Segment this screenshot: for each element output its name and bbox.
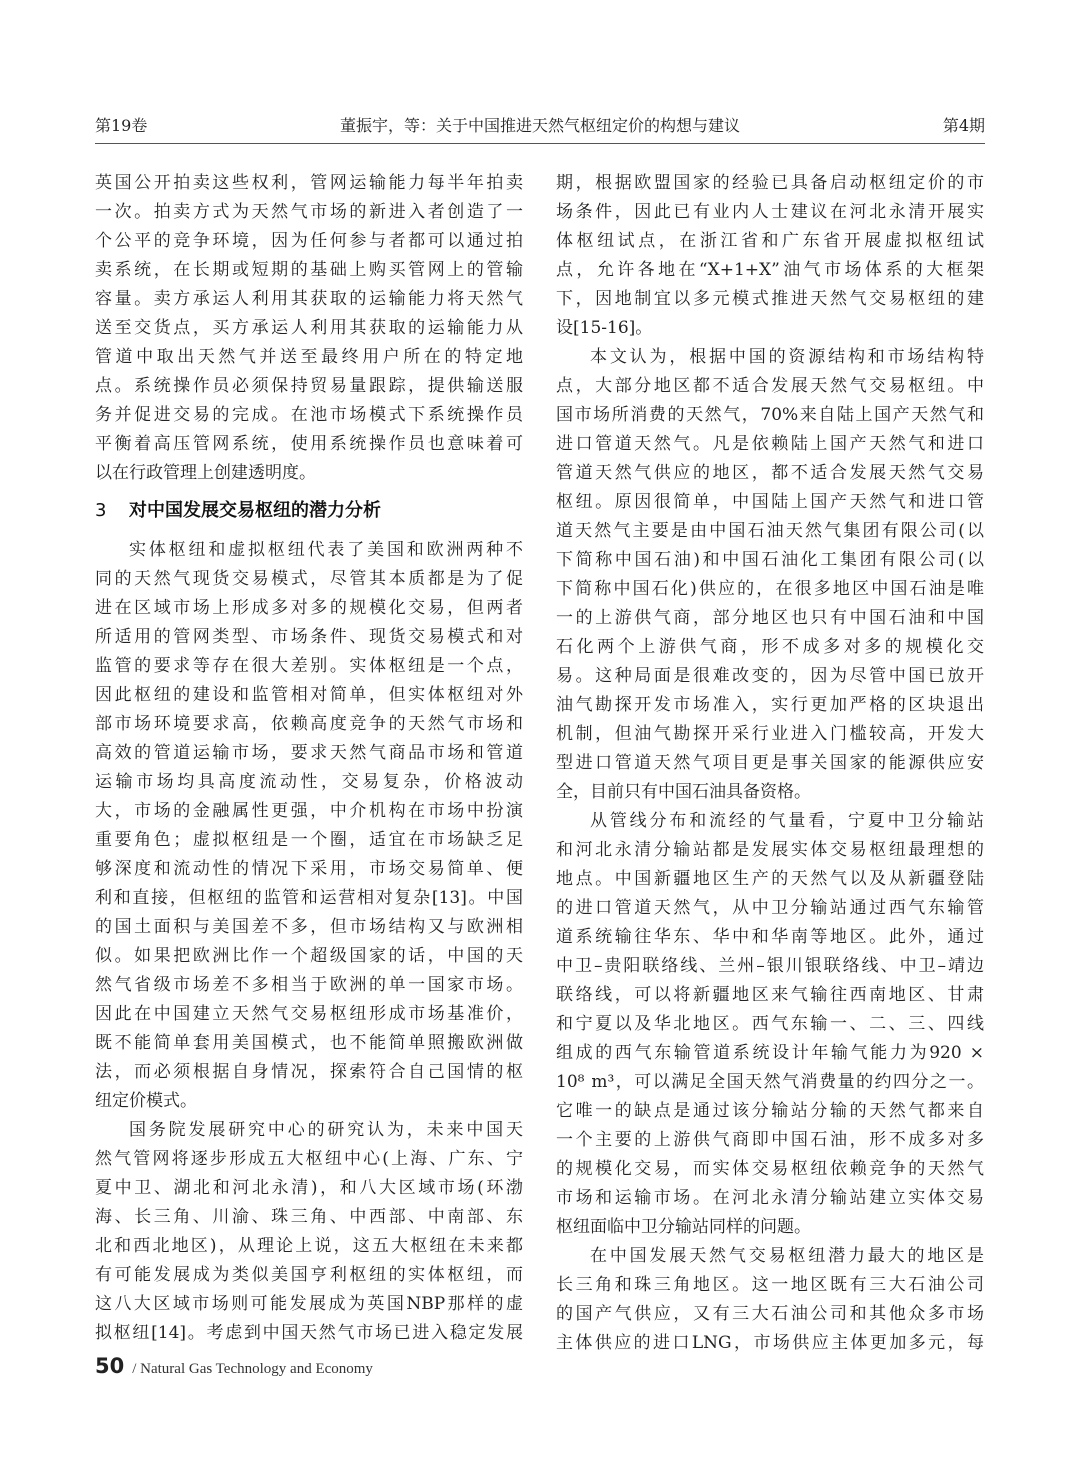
text-line: 和河北永清分输站都是发展实体交易枢纽最理想的 xyxy=(556,840,984,860)
text-line: 务并促进交易的完成。在池市场模式下系统操作员 xyxy=(95,405,523,425)
text-line: 的进口管道天然气，从中卫分输站通过西气东输管 xyxy=(556,898,984,918)
right-column xyxy=(556,169,984,1358)
text-line: 进在区域市场上形成多对多的规模化交易，但两者 xyxy=(95,598,523,618)
paragraph xyxy=(95,1116,523,1348)
text-line: 实体枢纽和虚拟枢纽代表了美国和欧洲两种不 xyxy=(129,540,523,560)
text-line: 和宁夏以及华北地区。西气东输一、二、三、四线 xyxy=(556,1014,984,1034)
paragraph xyxy=(556,169,984,343)
page-footer xyxy=(95,1352,373,1380)
text-line: 点。系统操作员必须保持贸易量跟踪，提供输送服 xyxy=(95,376,523,396)
text-line: 易。这种局面是很难改变的，因为尽管中国已放开 xyxy=(556,666,984,686)
section-number: 3 xyxy=(95,500,107,521)
text-line: 一的上游供气商，部分地区也只有中国石油和中国 xyxy=(556,608,984,628)
text-line: 期，根据欧盟国家的经验已具备启动枢纽定价的市 xyxy=(556,173,984,193)
text-line: 一次。拍卖方式为天然气市场的新进入者创造了一 xyxy=(95,202,523,222)
page-number: 50 xyxy=(95,1354,125,1378)
text-line: 长三角和珠三角地区。这一地区既有三大石油公司 xyxy=(556,1275,984,1295)
text-line: 中卫–贵阳联络线、兰州–银川银联络线、中卫–靖边 xyxy=(556,956,984,976)
text-line: 全，目前只有中国石油具备资格。 xyxy=(556,782,811,802)
text-line: 在中国发展天然气交易枢纽潜力最大的地区是 xyxy=(590,1246,984,1266)
text-line: 因此枢纽的建设和监管相对简单，但实体枢纽对外 xyxy=(95,685,523,705)
text-line: 枢纽面临中卫分输站同样的问题。 xyxy=(556,1217,811,1237)
text-line: 国务院发展研究中心的研究认为，未来中国天 xyxy=(129,1120,523,1140)
text-line: 10⁸ m³，可以满足全国天然气消费量的约四分之一。 xyxy=(556,1072,984,1092)
text-line: 市场和运输市场。在河北永清分输站建立实体交易 xyxy=(556,1188,984,1208)
text-line: 场条件，因此已有业内人士建议在河北永清开展实 xyxy=(556,202,984,222)
text-line: 的国土面积与美国差不多，但市场结构又与欧洲相 xyxy=(95,917,523,937)
text-line: 北和西北地区)，从理论上说，这五大枢纽在未来都 xyxy=(95,1236,523,1256)
text-line: 有可能发展成为类似美国亨利枢纽的实体枢纽，而 xyxy=(95,1265,523,1285)
text-line: 地点。中国新疆地区生产的天然气以及从新疆登陆 xyxy=(556,869,984,889)
text-line: 国市场所消费的天然气，70%来自陆上国产天然气和 xyxy=(556,405,984,425)
text-line: 所适用的管网类型、市场条件、现货交易模式和对 xyxy=(95,627,523,647)
text-line: 高效的管道运输市场，要求天然气商品市场和管道 xyxy=(95,743,523,763)
text-line: 平衡着高压管网系统，使用系统操作员也意味着可 xyxy=(95,434,523,454)
section-title: 对中国发展交易枢纽的潜力分析 xyxy=(129,500,381,521)
text-line: 够深度和流动性的情况下采用，市场交易简单、便 xyxy=(95,859,523,879)
text-line: 纽定价模式。 xyxy=(95,1091,197,1111)
text-line: 运输市场均具高度流动性，交易复杂，价格波动 xyxy=(95,772,523,792)
text-line: 下简称中国石油)和中国石油化工集团有限公司(以 xyxy=(556,550,984,570)
text-line: 点，大部分地区都不适合发展天然气交易枢纽。中 xyxy=(556,376,984,396)
text-line: 大，市场的金融属性更强，中介机构在市场中扮演 xyxy=(95,801,523,821)
running-title: 董振宇，等：关于中国推进天然气枢纽定价的构想与建议 xyxy=(339,116,740,135)
text-line: 同的天然气现货交易模式，尽管其本质都是为了促 xyxy=(95,569,523,589)
text-line: 拟枢纽[14]。考虑到中国天然气市场已进入稳定发展 xyxy=(95,1323,523,1343)
text-line: 道系统输往华东、华中和华南等地区。此外，通过 xyxy=(556,927,984,947)
volume-label: 第19卷 xyxy=(95,116,148,135)
text-line: 机制，但油气勘探开采行业进入门槛较高，开发大 xyxy=(556,724,984,744)
text-line: 油气勘探开发市场准入，实行更加严格的区块退出 xyxy=(556,695,984,715)
text-line: 下，因地制宜以多元模式推进天然气交易枢纽的建 xyxy=(556,289,984,309)
text-line: 卖系统，在长期或短期的基础上购买管网上的管输 xyxy=(95,260,523,280)
text-line: 海、长三角、川渝、珠三角、中西部、中南部、东 xyxy=(95,1207,523,1227)
text-line: 英国公开拍卖这些权利，管网运输能力每半年拍卖 xyxy=(95,173,523,193)
text-line: 送至交货点，买方承运人利用其获取的运输能力从 xyxy=(95,318,523,338)
text-line: 型进口管道天然气项目更是事关国家的能源供应安 xyxy=(556,753,984,773)
text-line: 枢纽。原因很简单，中国陆上国产天然气和进口管 xyxy=(556,492,984,512)
text-line: 个公平的竞争环境，因为任何参与者都可以通过拍 xyxy=(95,231,523,251)
header-rule xyxy=(95,143,985,144)
text-line: 既不能简单套用美国模式，也不能简单照搬欧洲做 xyxy=(95,1033,523,1053)
text-line: 这八大区域市场则可能发展成为英国NBP那样的虚 xyxy=(95,1294,523,1314)
text-line: 一个主要的上游供气商即中国石油，形不成多对多 xyxy=(556,1130,984,1150)
text-line: 联络线，可以将新疆地区来气输往西南地区、甘肃 xyxy=(556,985,984,1005)
text-line: 管道天然气供应的地区，都不适合发展天然气交易 xyxy=(556,463,984,483)
text-line: 点，允许各地在“X+1+X”油气市场体系的大框架 xyxy=(556,260,984,280)
text-line: 管道中取出天然气并送至最终用户所在的特定地 xyxy=(95,347,523,367)
text-line: 石化两个上游供气商，形不成多对多的规模化交 xyxy=(556,637,984,657)
text-line: 从管线分布和流经的气量看，宁夏中卫分输站 xyxy=(590,811,984,831)
text-line: 部市场环境要求高，依赖高度竞争的天然气市场和 xyxy=(95,714,523,734)
text-line: 道天然气主要是由中国石油天然气集团有限公司(以 xyxy=(556,521,984,541)
paragraph xyxy=(95,536,523,1116)
text-line: 本文认为，根据中国的资源结构和市场结构特 xyxy=(590,347,984,367)
paragraph xyxy=(95,169,523,488)
text-line: 因此在中国建立天然气交易枢纽形成市场基准价， xyxy=(95,1004,523,1024)
paragraph xyxy=(556,343,984,807)
text-line: 它唯一的缺点是通过该分输站分输的天然气都来自 xyxy=(556,1101,984,1121)
text-line: 监管的要求等存在很大差别。实体枢纽是一个点， xyxy=(95,656,523,676)
text-line: 利和直接，但枢纽的监管和运营相对复杂[13]。中国 xyxy=(95,888,523,908)
text-line: 重要角色；虚拟枢纽是一个圈，适宜在市场缺乏足 xyxy=(95,830,523,850)
text-line: 似。如果把欧洲比作一个超级国家的话，中国的天 xyxy=(95,946,523,966)
text-line: 进口管道天然气。凡是依赖陆上国产天然气和进口 xyxy=(556,434,984,454)
text-line: 体枢纽试点，在浙江省和广东省开展虚拟枢纽试 xyxy=(556,231,984,251)
text-line: 夏中卫、湖北和河北永清)，和八大区域市场(环渤 xyxy=(95,1178,523,1198)
text-line: 组成的西气东输管道系统设计年输气能力为920 × xyxy=(556,1043,984,1063)
section-heading xyxy=(95,491,523,536)
text-line: 的国产气供应，又有三大石油公司和其他众多市场 xyxy=(556,1304,984,1324)
text-line: 法，而必须根据自身情况，探索符合自己国情的枢 xyxy=(95,1062,523,1082)
text-line: 设[15-16]。 xyxy=(556,318,653,338)
text-line: 然气管网将逐步形成五大枢纽中心(上海、广东、宁 xyxy=(95,1149,523,1169)
issue-label: 第4期 xyxy=(942,116,985,135)
left-column xyxy=(95,169,523,1348)
text-line: 下简称中国石化)供应的，在很多地区中国石油是唯 xyxy=(556,579,984,599)
text-line: 的规模化交易，而实体交易枢纽依赖竞争的天然气 xyxy=(556,1159,984,1179)
text-line: 然气省级市场差不多相当于欧洲的单一国家市场。 xyxy=(95,975,523,995)
text-line: 容量。卖方承运人利用其获取的运输能力将天然气 xyxy=(95,289,523,309)
paragraph xyxy=(556,1242,984,1358)
paragraph xyxy=(556,807,984,1242)
running-header xyxy=(95,113,985,143)
text-line: 主体供应的进口LNG，市场供应主体更加多元，每 xyxy=(556,1333,984,1353)
text-line: 以在行政管理上创建透明度。 xyxy=(95,463,316,483)
journal-name: / Natural Gas Technology and Economy xyxy=(132,1361,373,1377)
